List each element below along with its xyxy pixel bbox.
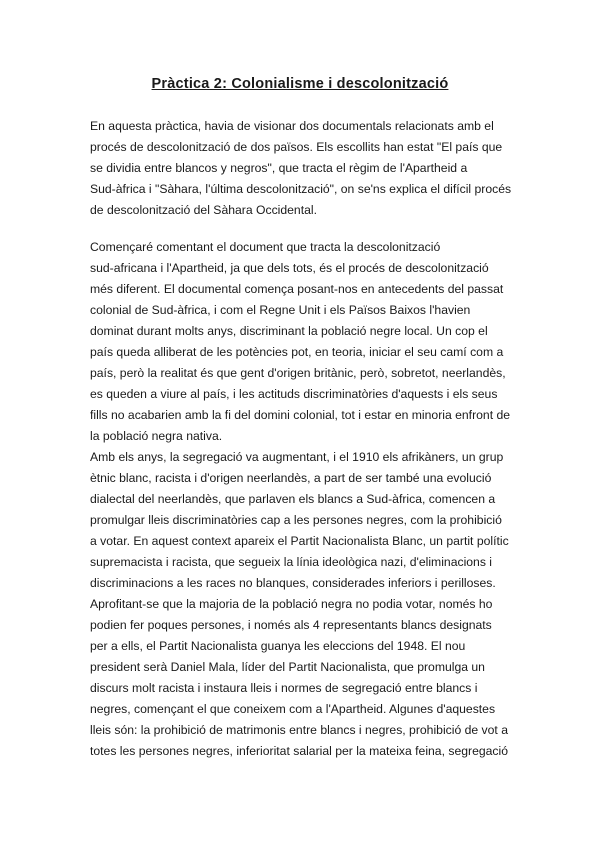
text-line: totes les persones negres, inferioritat salarial per la mateixa feina, segregació	[90, 744, 508, 758]
text-line: lleis són: la prohibició de matrimonis entre blancs i negres, prohibició de vot a	[90, 723, 508, 737]
text-line: la població negra nativa.	[90, 429, 223, 443]
text-line: Aprofitant-se que la majoria de la població negra no podia votar, només ho	[90, 597, 493, 611]
text-line: sud-africana i l'Apartheid, ja que dels tots, és el procés de descolonització	[90, 261, 489, 275]
text-line: a votar. En aquest context apareix el Partit Nacionalista Blanc, un partit polític	[90, 534, 509, 548]
text-line: Sud-àfrica i "Sàhara, l'última descolonització", on se'ns explica el difícil procés	[90, 182, 512, 196]
text-line: colonial de Sud-àfrica, i com el Regne Unit i els Països Baixos l'havien	[90, 303, 471, 317]
paragraph-apartheid	[90, 237, 526, 762]
text-line: discurs molt racista i instaura lleis i normes de segregació entre blancs i	[90, 681, 478, 695]
page-title: Pràctica 2: Colonialisme i descolonització	[151, 76, 449, 92]
text-line: president serà Daniel Mala, líder del Partit Nacionalista, que promulga un	[90, 660, 485, 674]
text-line: país, però la realitat és que gent d'origen britànic, però, sobretot, neerlandès,	[90, 366, 506, 380]
text-line: promulgar lleis discriminatòries cap a les persones negres, com la prohibició	[90, 513, 502, 527]
text-line: més diferent. El documental comença posant-nos en antecedents del passat	[90, 282, 504, 296]
text-line: es queden a viure al país, i les actituds discriminatòries d'aquests i els seus	[90, 387, 498, 401]
text-line: se dividia entre blancos y negros", que tracta el règim de l'Apartheid a	[90, 161, 468, 175]
text-line: dialectal del neerlandès, que parlaven els blancs a Sud-àfrica, comencen a	[90, 492, 496, 506]
text-line: fills no acabarien amb la fi del domini colonial, tot i estar en minoria enfront de	[90, 408, 511, 422]
paragraph-intro	[90, 116, 526, 221]
text-line: per a ells, el Partit Nacionalista guanya les eleccions del 1948. El nou	[90, 639, 466, 653]
text-line: Començaré comentant el document que tracta la descolonització	[90, 240, 441, 254]
text-line: En aquesta pràctica, havia de visionar dos documentals relacionats amb el	[90, 119, 494, 133]
text-line: dominat durant molts anys, discriminant la població negre local. Un cop el	[90, 324, 488, 338]
text-line: podien fer poques persones, i només als 4 representants blancs designats	[90, 618, 492, 632]
text-line: Amb els anys, la segregació va augmentant, i el 1910 els afrikàners, un grup	[90, 450, 504, 464]
text-line: de descolonització del Sàhara Occidental.	[90, 203, 317, 217]
text-line: procés de descolonització de dos països. Els escollits han estat "El país que	[90, 140, 503, 154]
text-line: supremacista i racista, que segueix la línia ideològica nazi, d'eliminacions i	[90, 555, 493, 569]
text-line: país queda alliberat de les potències pot, en teoria, iniciar el seu camí com a	[90, 345, 504, 359]
text-line: negres, començant el que coneixem com a l'Apartheid. Algunes d'aquestes	[90, 702, 496, 716]
text-line: ètnic blanc, racista i d'origen neerlandès, a part de ser també una evolució	[90, 471, 492, 485]
text-line: discriminacions a les races no blanques, considerades inferiors i perilloses.	[90, 576, 496, 590]
